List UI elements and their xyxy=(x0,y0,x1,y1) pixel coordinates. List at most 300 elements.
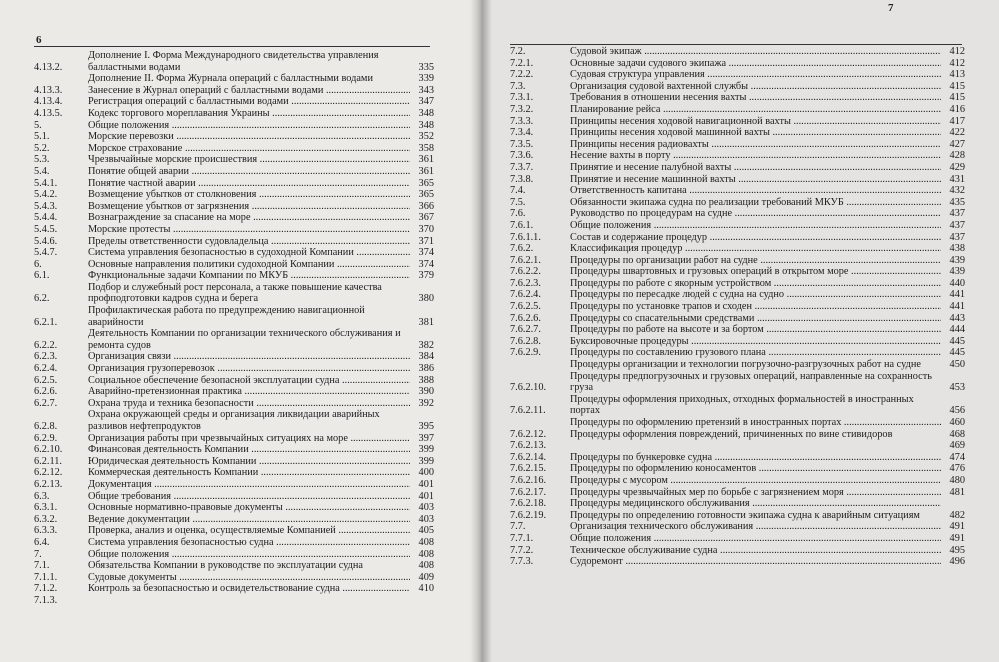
toc-entry-page: 347 xyxy=(418,96,434,108)
toc-entry-title: Процедуры со спасательными средствами ..... xyxy=(570,313,941,325)
toc-entry-number: 6.2.4. xyxy=(34,363,58,375)
toc-entry xyxy=(34,305,434,328)
toc-entry xyxy=(34,236,434,248)
toc-entry-page: 416 xyxy=(949,103,965,115)
toc-entry-title: Судовой экипаж ..... xyxy=(570,46,941,58)
toc-entry xyxy=(34,467,434,479)
toc-entry-page: 365 xyxy=(418,177,434,189)
toc-entry-title: Охрана труда и техника безопасности ..... xyxy=(88,398,410,410)
toc-entry-number: 6.3. xyxy=(34,490,50,502)
toc-entry-page: 408 xyxy=(418,536,434,548)
toc-entry-page: 439 xyxy=(949,254,965,266)
toc-entry xyxy=(510,394,965,417)
toc-entry-title: Общие требования ..... xyxy=(88,491,410,503)
toc-entry-page: 374 xyxy=(418,247,434,259)
toc-entry xyxy=(34,537,434,549)
toc-entry-number: 5.4.7. xyxy=(34,247,58,259)
toc-entry-number: 6.2.5. xyxy=(34,374,58,386)
toc-entry-title: Принципы несения ходовой навигационной вахты ..... xyxy=(570,116,941,128)
toc-entry-number: 7.3. xyxy=(510,80,526,92)
toc-entry xyxy=(34,375,434,387)
toc-entry-title: Ведение документации ..... xyxy=(88,514,410,526)
toc-entry-number: 5.4.2. xyxy=(34,189,58,201)
toc-entry-number: 6.2.2. xyxy=(34,339,58,351)
toc-entry-number: 7.3.6. xyxy=(510,150,534,162)
toc-entry-title: Буксировочные процедуры ..... xyxy=(570,336,941,348)
toc-entry-page: 412 xyxy=(949,46,965,57)
toc-entry-title: Возмещение убытков от столкновения ..... xyxy=(88,189,410,201)
toc-entry-number: 5.4. xyxy=(34,165,50,177)
toc-entry-title: Морские перевозки ..... xyxy=(88,131,410,143)
toc-entry xyxy=(510,197,965,209)
toc-entry-number: 7.6.2.2. xyxy=(510,266,541,278)
toc-entry-title: Организация технического обслуживания ..... xyxy=(570,521,941,533)
toc-entry-title: Требования в отношении несения вахты ..... xyxy=(570,92,941,104)
toc-entry-number: 6.1. xyxy=(34,270,50,282)
toc-entry-number: 7.6.2.19. xyxy=(510,509,547,521)
header-rule xyxy=(510,44,962,45)
toc-entry-number: 7.6.2.12. xyxy=(510,428,547,440)
toc-entry-number: 7.6.2.7. xyxy=(510,324,541,336)
toc-entry-title: Документация ..... xyxy=(88,479,410,491)
toc-entry-page: 343 xyxy=(418,84,434,96)
toc-entry-title: Деятельность Компании по организации технического обслуживания и ремонта судов xyxy=(88,328,401,351)
toc-entry-number: 7.6. xyxy=(510,208,526,220)
toc-entry-title: Организация связи ..... xyxy=(88,351,410,363)
toc-entry-number: 7.4. xyxy=(510,185,526,197)
toc-entry-page: 410 xyxy=(418,583,434,595)
toc-entry xyxy=(34,398,434,410)
toc-entry-page: 476 xyxy=(949,463,965,475)
toc-entry xyxy=(510,162,965,174)
toc-entry xyxy=(510,81,965,93)
toc-entry-number: 7.6.2.16. xyxy=(510,474,547,486)
toc-entry xyxy=(34,212,434,224)
toc-entry-number: 4.13.4. xyxy=(34,96,63,108)
toc-entry-page: 380 xyxy=(418,293,434,305)
toc-entry-title: Процедуры по организации работ на судне ..... xyxy=(570,255,941,267)
toc-entry xyxy=(510,463,965,475)
toc-entry xyxy=(510,46,965,58)
toc-entry xyxy=(34,351,434,363)
toc-entry-page: 388 xyxy=(418,374,434,386)
toc-entry xyxy=(510,255,965,267)
toc-entry-page: 445 xyxy=(949,347,965,359)
toc-entry-page: 482 xyxy=(949,509,965,521)
toc-entry-page: 427 xyxy=(949,138,965,150)
toc-entry-title: Процедуры по определению готовности экипажа судна к аварийным ситуациям xyxy=(570,509,920,521)
toc-entry xyxy=(510,104,965,116)
toc-entry-title: Процедуры по оформлению коносаментов ..... xyxy=(570,463,941,475)
toc-entry xyxy=(34,85,434,97)
toc-entry-page: 468 xyxy=(949,428,965,440)
toc-entry-page: 415 xyxy=(949,80,965,92)
toc-entry xyxy=(510,521,965,533)
toc-entry xyxy=(34,166,434,178)
toc-entry-page: 413 xyxy=(949,69,965,81)
toc-entry-title: Процедуры по работе с якорным устройством ..... xyxy=(570,278,941,290)
toc-entry-number: 6.2.9. xyxy=(34,432,58,444)
toc-entry-page: 495 xyxy=(949,544,965,556)
toc-entry xyxy=(34,572,434,584)
toc-entry-page: 401 xyxy=(418,478,434,490)
toc-entry xyxy=(34,96,434,108)
toc-entry-page: 374 xyxy=(418,258,434,270)
toc-entry-title: Процедуры по работе на высоте и за бортом ..... xyxy=(570,324,941,336)
toc-entry-title: Вознаграждение за спасание на море ..... xyxy=(88,212,410,224)
toc-entry-title: Планирование рейса ..... xyxy=(570,104,941,116)
toc-entry xyxy=(34,514,434,526)
toc-entry-page: 443 xyxy=(949,312,965,324)
toc-entry-page: 395 xyxy=(418,421,434,432)
toc-entry-title: Дополнение II. Форма Журнала операций с балластными водами xyxy=(88,73,373,85)
toc-entry xyxy=(34,491,434,503)
toc-entry-title: Контроль за безопасностью и освидетельствование судна ..... xyxy=(88,583,410,595)
toc-entry-number: 7.7. xyxy=(510,521,526,533)
toc-entry xyxy=(34,479,434,491)
toc-entry-number: 5.4.5. xyxy=(34,223,58,235)
toc-entry-title: Процедуры оформления повреждений, причиненных по вине стивидоров xyxy=(570,428,893,440)
toc-entry-number: 5.4.1. xyxy=(34,177,58,189)
toc-entry-title: Чрезвычайные морские происшествия ..... xyxy=(88,154,410,166)
toc-entry xyxy=(34,444,434,456)
toc-list xyxy=(34,50,434,607)
toc-entry xyxy=(510,545,965,557)
toc-entry-number: 6.4. xyxy=(34,536,50,548)
toc-entry-title: Общие положения ..... xyxy=(570,220,941,232)
toc-entry-page: 348 xyxy=(418,119,434,131)
toc-entry xyxy=(510,487,965,499)
toc-entry-title: Морские протесты ..... xyxy=(88,224,410,236)
toc-entry-title: Процедуры предпогрузочных и грузовых операций, направленные на сохранность груза xyxy=(570,370,932,394)
toc-entry-page: 361 xyxy=(418,165,434,177)
toc-entry-page: 474 xyxy=(949,451,965,463)
toc-entry xyxy=(510,289,965,301)
toc-entry xyxy=(34,201,434,213)
toc-list xyxy=(510,46,965,568)
toc-entry xyxy=(510,301,965,313)
toc-entry xyxy=(510,556,965,568)
toc-entry-page: 399 xyxy=(418,444,434,456)
toc-entry-page: 445 xyxy=(949,335,965,347)
toc-entry-page: 428 xyxy=(949,150,965,162)
toc-entry-title: Организация работы при чрезвычайных ситуациях на море ..... xyxy=(88,433,410,445)
toc-entry-page: 441 xyxy=(949,289,965,301)
toc-entry xyxy=(34,328,434,351)
toc-entry xyxy=(510,208,965,220)
toc-entry-number: 7.6.2.6. xyxy=(510,312,541,324)
toc-entry-number: 7.3.5. xyxy=(510,138,534,150)
toc-entry-number: 7.6.2.5. xyxy=(510,301,541,313)
toc-entry-title: Система управления безопасностью судна ..... xyxy=(88,537,410,549)
toc-entry-title: Проверка, анализ и оценка, осуществляемые Компанией ..... xyxy=(88,525,410,537)
toc-entry xyxy=(510,139,965,151)
toc-entry xyxy=(510,116,965,128)
toc-entry-number: 7.7.3. xyxy=(510,556,534,568)
toc-entry xyxy=(34,50,434,73)
toc-entry-title: Социальное обеспечение безопасной эксплуатации судна ..... xyxy=(88,375,410,387)
toc-entry-page: 403 xyxy=(418,513,434,525)
toc-entry xyxy=(34,525,434,537)
toc-entry xyxy=(510,417,965,429)
toc-entry xyxy=(34,595,434,607)
toc-entry-title: Техническое обслуживание судна ..... xyxy=(570,545,941,557)
toc-entry-title: Понятие общей аварии ..... xyxy=(88,166,410,178)
toc-entry xyxy=(510,324,965,336)
toc-entry-number: 7.6.2.13. xyxy=(510,440,547,452)
toc-entry-number: 7.1.1. xyxy=(34,571,58,583)
toc-entry-number: 7.6.2. xyxy=(510,243,534,255)
toc-entry xyxy=(510,429,965,441)
toc-entry-number: 7.2.2. xyxy=(510,69,534,81)
toc-entry-title: Кодекс торгового мореплавания Украины ..... xyxy=(88,108,410,120)
toc-entry-page: 431 xyxy=(949,173,965,185)
toc-entry-page: 435 xyxy=(949,196,965,208)
toc-entry xyxy=(34,154,434,166)
toc-entry xyxy=(34,502,434,514)
toc-entry-number: 6.2.11. xyxy=(34,455,62,467)
toc-entry-page: 370 xyxy=(418,223,434,235)
toc-entry-title: Функциональные задачи Компании по МКУБ ..... xyxy=(88,270,410,282)
toc-entry-title: Руководство по процедурам на судне ..... xyxy=(570,208,941,220)
toc-entry xyxy=(34,120,434,132)
toc-entry-number: 7. xyxy=(34,548,42,560)
toc-entry-title: Процедуры с мусором ..... xyxy=(570,475,941,487)
toc-entry xyxy=(510,185,965,197)
toc-entry-title: Подбор и служебный рост персонала, а также повышение качества профподготовки кадров судна и берега xyxy=(88,281,382,305)
toc-entry-page: 335 xyxy=(418,61,434,73)
toc-entry-page: 432 xyxy=(949,185,965,197)
toc-entry-page: 352 xyxy=(418,131,434,143)
toc-entry-title: Процедуры по пересадке людей с судна на судно ..... xyxy=(570,289,941,301)
toc-entry-title: Процедуры оформления приходных, отходных формальностей в иностранных портах xyxy=(570,393,914,417)
toc-entry-number: 6.2.1. xyxy=(34,316,58,328)
toc-entry-number: 6.3.1. xyxy=(34,502,58,514)
toc-entry-title: Судовые документы ..... xyxy=(88,572,410,584)
toc-entry-title: Классификация процедур ..... xyxy=(570,243,941,255)
toc-entry xyxy=(34,386,434,398)
toc-entry-page: 400 xyxy=(418,467,434,479)
toc-entry xyxy=(510,266,965,278)
toc-entry-title: Процедуры медицинского обслуживания ..... xyxy=(570,498,941,510)
toc-entry-page: 453 xyxy=(949,382,965,394)
toc-entry-title: Процедуры по бункеровке судна ..... xyxy=(570,452,941,464)
toc-entry-number: 7.5. xyxy=(510,196,526,208)
toc-entry xyxy=(510,58,965,70)
toc-entry xyxy=(34,282,434,305)
toc-entry xyxy=(510,359,965,371)
toc-entry-page: 450 xyxy=(949,359,965,371)
toc-entry-page: 437 xyxy=(949,231,965,243)
toc-entry-page: 440 xyxy=(949,277,965,289)
toc-entry-title: Обязанности экипажа судна по реализации требований МКУБ ..... xyxy=(570,197,941,209)
toc-entry-title: Понятие частной аварии ..... xyxy=(88,178,410,190)
toc-entry-title: Организация грузоперевозок ..... xyxy=(88,363,410,375)
toc-entry xyxy=(34,270,434,282)
toc-entry-title: Принятие и несение машинной вахты ..... xyxy=(570,174,941,186)
toc-entry-title: Основные направления политики судоходной Компании ..... xyxy=(88,259,410,271)
toc-entry-page: 491 xyxy=(949,521,965,533)
toc-entry-number: 7.6.2.17. xyxy=(510,486,547,498)
toc-entry-title: Процедуры по составлению грузового плана ..... xyxy=(570,347,941,359)
toc-entry xyxy=(34,433,434,445)
toc-entry-number: 6.2. xyxy=(34,293,50,305)
toc-entry xyxy=(34,73,434,85)
toc-entry-page: 408 xyxy=(418,548,434,560)
toc-entry-page: 439 xyxy=(949,266,965,278)
toc-entry-number: 7.6.2.1. xyxy=(510,254,541,266)
toc-entry xyxy=(34,224,434,236)
toc-entry xyxy=(34,560,434,572)
toc-entry-page: 361 xyxy=(418,154,434,166)
toc-entry-number: 6.3.3. xyxy=(34,525,58,537)
toc-entry-title: Несение вахты в порту ..... xyxy=(570,150,941,162)
toc-entry-title: Основные задачи судового экипажа ..... xyxy=(570,58,941,70)
toc-entry xyxy=(510,150,965,162)
toc-entry-page: 415 xyxy=(949,92,965,104)
toc-entry-number: 6.2.6. xyxy=(34,386,58,398)
toc-entry xyxy=(510,475,965,487)
toc-entry-number: 5.1. xyxy=(34,131,50,143)
toc-entry-number: 7.7.2. xyxy=(510,544,534,556)
toc-entry xyxy=(34,108,434,120)
toc-entry xyxy=(34,583,434,595)
toc-entry-page: 367 xyxy=(418,212,434,224)
toc-entry xyxy=(510,92,965,104)
toc-entry-number: 7.3.2. xyxy=(510,103,534,115)
page-number: 7 xyxy=(888,2,894,14)
toc-entry-title: Организация судовой вахтенной службы ..... xyxy=(570,81,941,93)
toc-entry-number: 7.6.2.15. xyxy=(510,463,547,475)
toc-entry xyxy=(34,247,434,259)
toc-entry-title: Процедуры по оформлению претензий в иностранных портах ..... xyxy=(570,417,941,429)
toc-entry-number: 7.6.2.3. xyxy=(510,277,541,289)
toc-entry-title: Дополнение I. Форма Международного свидетельства управления балластными водами xyxy=(88,50,379,73)
toc-entry-title: Возмещение убытков от загрязнения ..... xyxy=(88,201,410,213)
toc-entry-title: Аварийно-претензионная практика ..... xyxy=(88,386,410,398)
toc-entry-title: Принятие и несение палубной вахты ..... xyxy=(570,162,941,174)
toc-entry-number: 7.3.1. xyxy=(510,92,534,104)
toc-entry-page: 366 xyxy=(418,200,434,212)
toc-entry-number: 7.6.2.8. xyxy=(510,335,541,347)
toc-entry-number: 6.2.3. xyxy=(34,351,58,363)
toc-entry xyxy=(510,533,965,545)
toc-entry-number: 5.4.4. xyxy=(34,212,58,224)
toc-entry-number: 7.6.2.4. xyxy=(510,289,541,301)
toc-entry xyxy=(510,127,965,139)
toc-entry-title: Юридическая деятельность Компании ..... xyxy=(88,456,410,468)
toc-entry-title: Финансовая деятельность Компании ..... xyxy=(88,444,410,456)
toc-entry-number: 5.4.3. xyxy=(34,200,58,212)
toc-entry xyxy=(34,456,434,468)
toc-entry-page: 456 xyxy=(949,405,965,417)
toc-entry xyxy=(510,243,965,255)
toc-entry-page: 438 xyxy=(949,243,965,255)
toc-entry xyxy=(510,510,965,522)
toc-entry xyxy=(510,371,965,394)
toc-entry-page: 382 xyxy=(418,339,434,351)
toc-entry xyxy=(34,259,434,271)
toc-entry-page: 496 xyxy=(949,556,965,568)
toc-entry xyxy=(510,440,965,452)
toc-entry xyxy=(34,143,434,155)
toc-entry-page: 392 xyxy=(418,397,434,409)
toc-entry xyxy=(34,189,434,201)
toc-entry-page: 408 xyxy=(418,560,434,572)
toc-entry-title: Принципы несения ходовой машинной вахты ..... xyxy=(570,127,941,139)
header-rule xyxy=(34,46,430,47)
toc-entry-page: 401 xyxy=(418,490,434,502)
toc-entry-title: Судовая структура управления ..... xyxy=(570,69,941,81)
toc-entry-number: 7.6.2.11. xyxy=(510,405,546,417)
toc-entry-title: Морское страхование ..... xyxy=(88,143,410,155)
toc-entry-page: 441 xyxy=(949,301,965,313)
toc-entry-page: 481 xyxy=(949,486,965,498)
toc-entry xyxy=(510,347,965,359)
toc-entry-number: 7.3.4. xyxy=(510,127,534,139)
toc-entry-page: 397 xyxy=(418,432,434,444)
toc-entry-number: 7.1. xyxy=(34,560,50,572)
toc-entry-title: Принципы несения радиовахты ..... xyxy=(570,139,941,151)
toc-entry-number: 4.13.5. xyxy=(34,107,63,119)
toc-entry xyxy=(510,336,965,348)
toc-entry-number: 7.1.3. xyxy=(34,594,58,606)
toc-entry-number: 7.3.7. xyxy=(510,161,534,173)
toc-entry-number: 6.2.10. xyxy=(34,444,63,456)
toc-entry-title: Профилактическая работа по предупреждению навигационной аварийности xyxy=(88,305,365,328)
toc-entry-page: 409 xyxy=(418,571,434,583)
toc-entry xyxy=(510,220,965,232)
toc-entry-number: 7.3.8. xyxy=(510,173,534,185)
toc-entry-title: Процедуры швартовных и грузовых операций в открытом море ..... xyxy=(570,266,941,278)
toc-entry-number: 7.6.1. xyxy=(510,219,534,231)
toc-entry-number: 5. xyxy=(34,119,42,131)
left-page xyxy=(0,0,478,662)
toc-entry-number: 7.1.2. xyxy=(34,583,58,595)
toc-entry xyxy=(510,278,965,290)
toc-entry-title: Регистрация операций с балластными водами ..... xyxy=(88,96,410,108)
toc-entry-page: 384 xyxy=(418,351,434,363)
toc-entry xyxy=(510,452,965,464)
toc-entry-page: 417 xyxy=(949,115,965,127)
toc-entry-number: 6.2.7. xyxy=(34,397,58,409)
toc-entry-page: 358 xyxy=(418,142,434,154)
page-number: 6 xyxy=(36,34,42,46)
toc-entry-page: 379 xyxy=(418,270,434,282)
toc-entry-page: 422 xyxy=(949,127,965,139)
toc-entry xyxy=(510,498,965,510)
toc-entry-title: Коммерческая деятельность Компании ..... xyxy=(88,467,410,479)
toc-entry-number: 7.7.1. xyxy=(510,532,534,544)
book-gutter-shadow xyxy=(470,0,492,662)
toc-entry xyxy=(34,131,434,143)
toc-entry xyxy=(34,363,434,375)
toc-entry-number: 7.6.2.9. xyxy=(510,347,541,359)
toc-entry-number: 4.13.2. xyxy=(34,61,63,73)
toc-entry-page: 348 xyxy=(418,107,434,119)
toc-entry-page: 437 xyxy=(949,219,965,231)
toc-entry-title: Система управления безопасностью в судоходной Компании ..... xyxy=(88,247,410,259)
toc-entry xyxy=(34,549,434,561)
toc-entry-page: 437 xyxy=(949,208,965,220)
toc-entry-number: 5.2. xyxy=(34,142,50,154)
toc-entry-title: Ответственность капитана ..... xyxy=(570,185,941,197)
toc-entry-title: Состав и содержание процедур ..... xyxy=(570,232,941,244)
toc-entry-title: Общие положения ..... xyxy=(88,549,410,561)
toc-entry-page: 460 xyxy=(949,417,965,428)
toc-entry xyxy=(510,69,965,81)
toc-entry-page: 469 xyxy=(949,440,965,452)
